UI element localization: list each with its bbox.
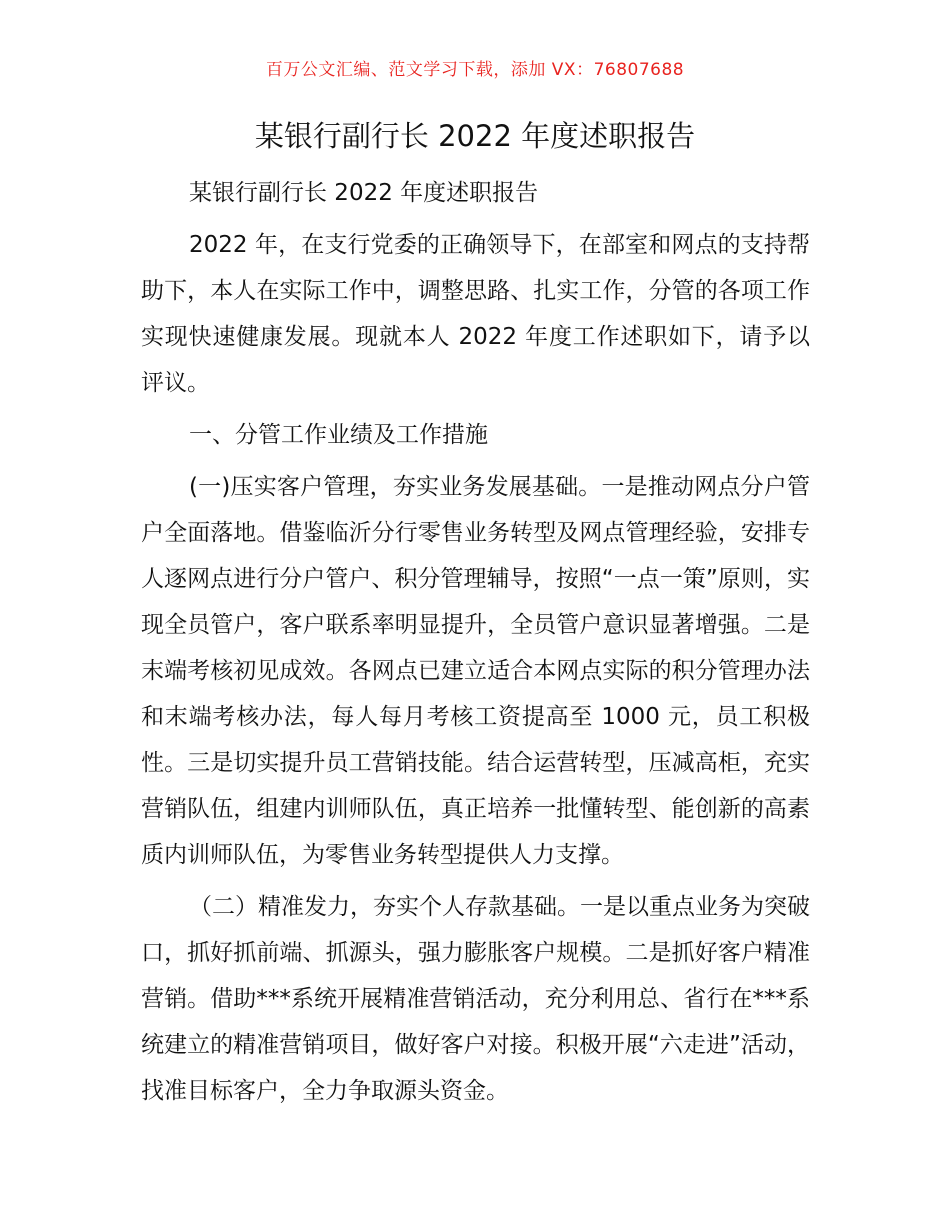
- intro-paragraph: 2022 年，在支行党委的正确领导下，在部室和网点的支持帮助下，本人在实际工作中，调整思路、扎实工作，分管的各项工作实现快速健康发展。现就本人 2022 年度工作述职如下，请予以评议。: [141, 232, 810, 396]
- document-title: 某银行副行长 2022 年度述职报告: [254, 119, 696, 153]
- section-heading: 一、分管工作业绩及工作措施: [189, 422, 488, 448]
- watermark-header: 百万公文汇编、范文学习下载，添加 VX：76807688: [265, 60, 685, 80]
- section-1-paragraph: (一)压实客户管理，夯实业务发展基础。一是推动网点分户管户全面落地。借鉴临沂分行零售业务转型及网点管理经验，安排专人逐网点进行分户管户、积分管理辅导，按照“一点一策”原则，实现全员管户，客户联系率明显提升，全员管户意识显著增强。二是末端考核初见成效。各网点已建立适合本网点实际的积分管理办法和末端考核办法，每人每月考核工资提高至 1000 元，员工积极性。三是切实提升员工营销技能。结合运营转型，压减高柜，充实营销队伍，组建内训师队伍，真正培养一批懂转型、能创新的高素质内训师队伍，为零售业务转型提供人力支撑。: [141, 474, 810, 868]
- document-body: [141, 170, 810, 1120]
- subtitle-paragraph: 某银行副行长 2022 年度述职报告: [189, 180, 539, 206]
- section-2-paragraph: （二）精准发力，夯实个人存款基础。一是以重点业务为突破口，抓好抓前端、抓源头，强力膨胀客户规模。二是抓好客户精准营销。借助***系统开展精准营销活动，充分利用总、省行在***系统建立的精准营销项目，做好客户对接。积极开展“六走进”活动，找准目标客户，全力争取源头资金。: [141, 894, 810, 1104]
